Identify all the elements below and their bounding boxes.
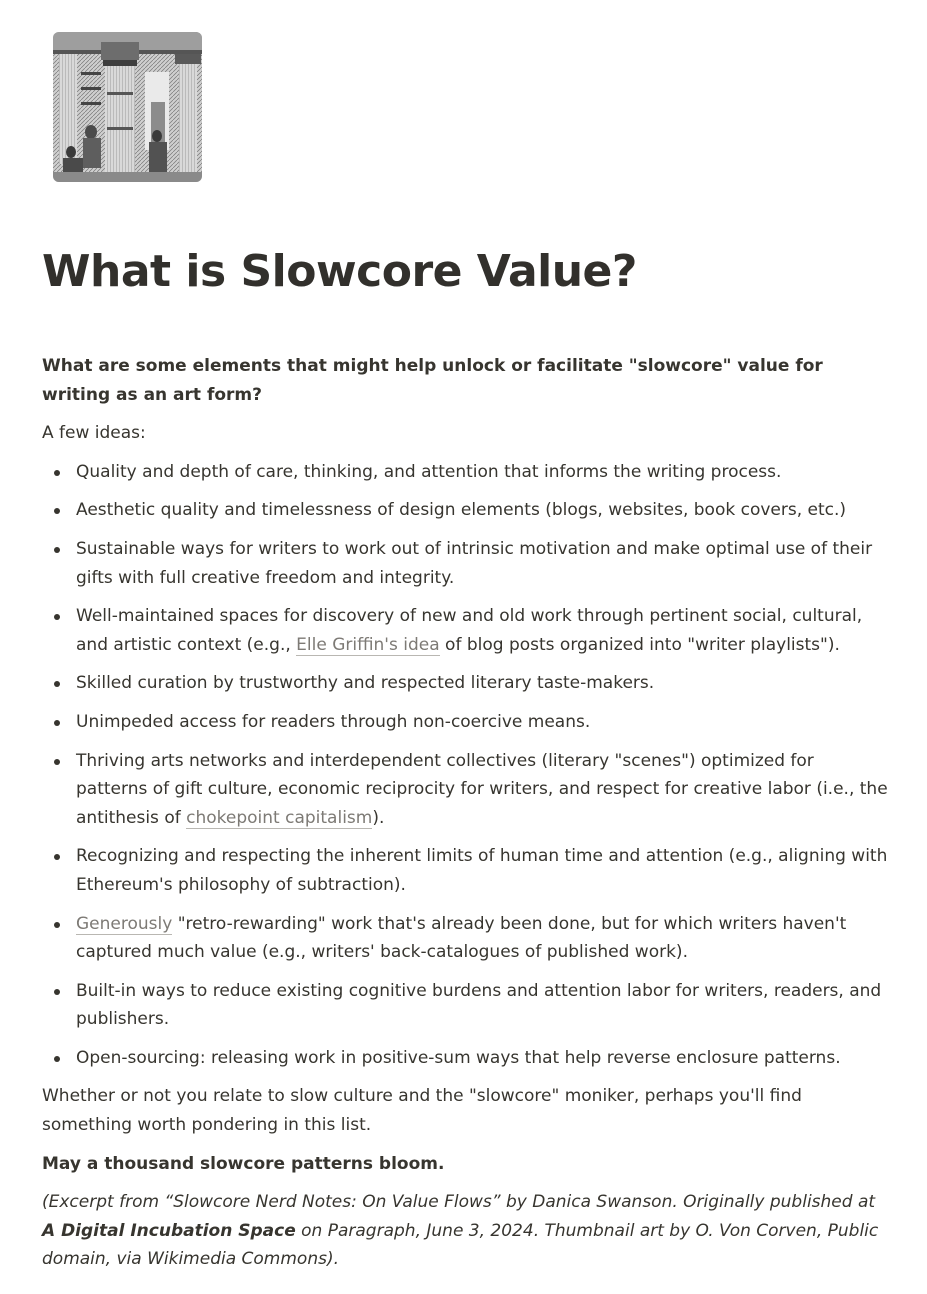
list-item-text: Thriving arts networks and interdependent collectives (literary "scenes") optimized for patterns of gift culture, economic reciprocity for writers, and respect for creative labor (i.e., the antithesis of <box>76 750 888 828</box>
list-item <box>42 602 892 659</box>
bullet-icon <box>54 720 60 726</box>
list-item-text: Open-sourcing: releasing work in positive-sum ways that help reverse enclosure patterns. <box>76 1047 841 1068</box>
engraving-thumbnail-icon <box>53 32 202 182</box>
list-item-text: of blog posts organized into "writer playlists"). <box>439 634 840 655</box>
list-item-text: Recognizing and respecting the inherent limits of human time and attention (e.g., aligning with Ethereum's philosophy of subtraction). <box>76 846 888 895</box>
list-item <box>42 496 892 525</box>
list-item <box>42 535 892 592</box>
list-item <box>42 458 892 487</box>
bullet-icon <box>54 1056 60 1062</box>
bullet-icon <box>54 508 60 514</box>
bullet-icon <box>54 922 60 928</box>
bullet-icon <box>54 470 60 476</box>
list-item <box>42 977 892 1034</box>
bullet-icon <box>54 681 60 687</box>
elle-griffin-idea-link[interactable]: Elle Griffin's idea <box>296 634 440 655</box>
publication-name: A Digital Incubation Space <box>42 1220 296 1241</box>
excerpt-text: (Excerpt from “Slowcore Nerd Notes: On Value Flows” by Danica Swanson. Originally published at <box>42 1192 876 1213</box>
chokepoint-capitalism-link[interactable]: chokepoint capitalism <box>186 807 373 828</box>
article-body <box>42 352 892 1284</box>
list-item-text: ). <box>372 807 385 828</box>
list-item <box>42 747 892 833</box>
list-item <box>42 1044 892 1073</box>
list-item-text: Built-in ways to reduce existing cognitive burdens and attention labor for writers, readers, and publishers. <box>76 980 882 1030</box>
list-item-text: Sustainable ways for writers to work out of intrinsic motivation and make optimal use of their gifts with full creative freedom and integrity. <box>76 538 873 588</box>
bullet-icon <box>54 614 60 620</box>
list-item-text: Unimpeded access for readers through non-coercive means. <box>76 711 591 732</box>
list-item-text: Quality and depth of care, thinking, and attention that informs the writing process. <box>76 461 782 482</box>
page-title: What is Slowcore Value? <box>42 246 637 297</box>
ideas-list <box>42 458 892 1073</box>
intro-lead: A few ideas: <box>42 423 146 444</box>
bullet-icon <box>54 989 60 995</box>
generously-link[interactable]: Generously <box>76 913 173 934</box>
excerpt-note <box>42 1188 892 1274</box>
bullet-icon <box>54 547 60 553</box>
list-item-text: Aesthetic quality and timelessness of design elements (blogs, websites, book covers, etc.) <box>76 500 847 521</box>
bullet-icon <box>54 854 60 860</box>
bullet-icon <box>54 759 60 765</box>
list-item-text: Skilled curation by trustworthy and respected literary taste-makers. <box>76 673 655 694</box>
closing-paragraph: Whether or not you relate to slow culture and the "slowcore" moniker, perhaps you'll find something worth pondering in this list. <box>42 1086 802 1136</box>
intro-question: What are some elements that might help unlock or facilitate "slowcore" value for writing as an art form? <box>42 356 823 405</box>
list-item <box>42 910 892 967</box>
list-item-text: "retro-rewarding" work that's already been done, but for which writers haven't captured much value (e.g., writers' back-catalogues of published work). <box>76 913 847 963</box>
excerpt-text: on Paragraph, June 3, 2024. Thumbnail art by O. Von Corven, Public domain, via Wikimedia Commons). <box>42 1220 879 1270</box>
list-item <box>42 708 892 737</box>
list-item <box>42 669 892 698</box>
list-item <box>42 842 892 899</box>
list-item-text: Well-maintained spaces for discovery of new and old work through pertinent social, cultural, and artistic context (e.g., <box>76 606 863 655</box>
closing-blessing: May a thousand slowcore patterns bloom. <box>42 1153 445 1174</box>
